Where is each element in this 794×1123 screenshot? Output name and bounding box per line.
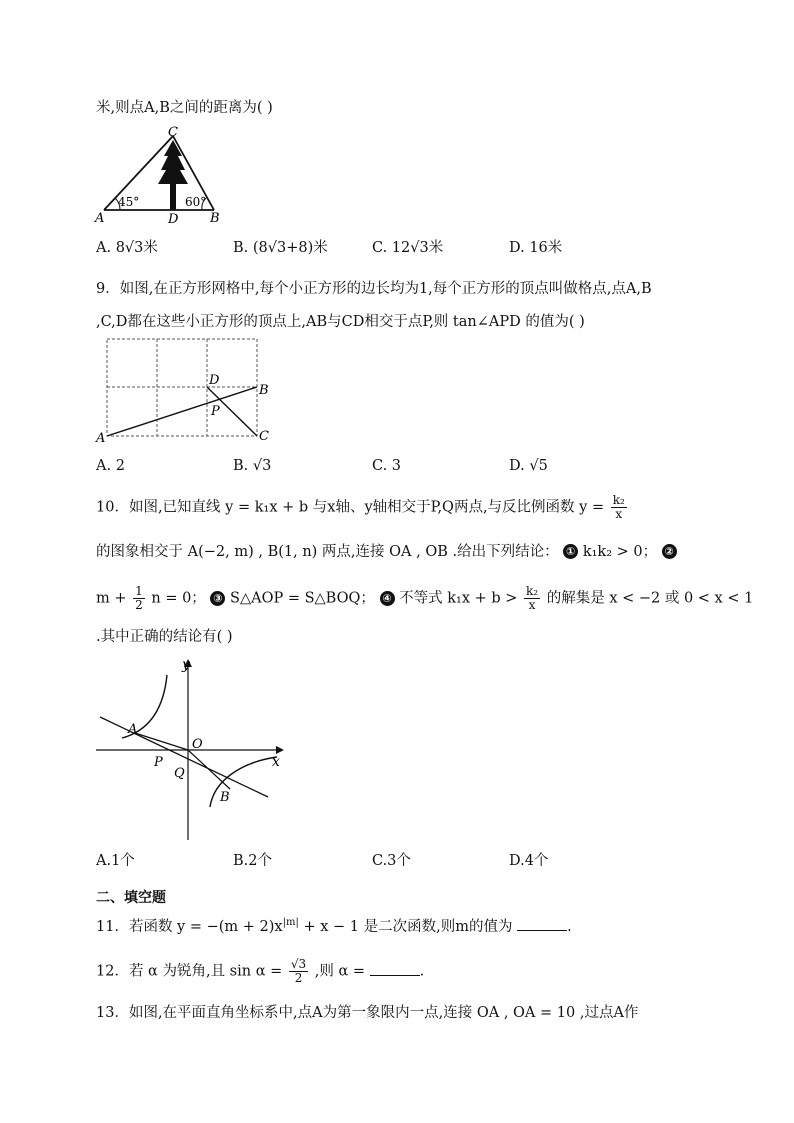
q10-frac-k2x: $\frac{\text{k₂}}{x}$ <box>612 493 625 521</box>
q9-figure <box>93 336 283 446</box>
q8-option-d[interactable]: D. 16米 <box>509 240 563 256</box>
q11-answer-blank[interactable] <box>517 916 567 931</box>
q10-label-o: O <box>192 737 203 752</box>
q9-label-d: D <box>209 373 220 388</box>
q8-options <box>96 237 696 259</box>
q10-option-d[interactable]: D.4个 <box>509 853 549 869</box>
q9-option-c[interactable]: C. 3 <box>372 458 402 474</box>
q10-option-b[interactable]: B.2个 <box>233 853 272 869</box>
q10-figure <box>92 655 292 845</box>
q8-option-c[interactable]: C. 12√3米 <box>372 240 444 256</box>
q10-line2 <box>96 542 677 562</box>
q10-option-c[interactable]: C.3个 <box>372 853 411 869</box>
q8-angle-45: 45° <box>118 195 140 209</box>
q8-label-d: D <box>168 212 179 227</box>
q9-options <box>96 455 696 477</box>
q10-line1 <box>96 494 629 521</box>
conclusion-2-marker: ② <box>662 544 677 559</box>
conclusion-1-text: k₁k₂ > 0； <box>582 544 658 560</box>
q10-label-q: Q <box>174 766 185 781</box>
q8-label-c: C <box>168 125 178 140</box>
q8-label-b: B <box>210 211 220 226</box>
q9-label-c: C <box>259 429 269 444</box>
q9-line1: 9．如图,在正方形网格中,每个小正方形的边长均为1,每个正方形的顶点叫做格点,点A,B <box>96 281 652 297</box>
q10-label-b: B <box>220 790 230 805</box>
q8-tail: 米,则点A,B之间的距离为( ) <box>96 100 273 116</box>
q8-label-a: A <box>95 211 105 226</box>
q9-line2: ,C,D都在这些小正方形的顶点上,AB与CD相交于点P,则 tan∠APD 的值为( ) <box>96 314 585 330</box>
q9-option-b[interactable]: B. √3 <box>233 458 272 474</box>
q8-option-b[interactable]: B. (8√3+8)米 <box>233 240 328 256</box>
q10-line3: m + $\frac{1}{2}$ n = 0； ③ S△AOP = S△BOQ； ④ 不等式 k₁x + b > $\frac{\text{k₂}}{x}$ 的解集是 x < −2 或 0 < x < 1 <box>96 584 754 612</box>
q10-label-a: A <box>128 722 138 737</box>
q10-options <box>96 850 696 872</box>
q10-label-x: x <box>272 754 280 770</box>
q9-label-b: B <box>259 383 269 398</box>
q10-option-a[interactable]: A.1个 <box>96 853 135 869</box>
section-fill-in-heading: 二、填空题 <box>96 890 166 906</box>
q10-line4: .其中正确的结论有( ) <box>96 629 233 645</box>
conclusion-1-marker: ① <box>563 544 578 559</box>
q9-label-a: A <box>96 431 106 446</box>
q8-option-a[interactable]: A. 8√3米 <box>96 240 158 256</box>
q10-frac-k2x-2: $\frac{\text{k₂}}{x}$ <box>526 584 539 612</box>
q8-angle-60: 60° <box>185 195 207 209</box>
q10-line2-text: 的图象相交于 A(−2, m) , B(1, n) 两点,连接 OA , OB .给出下列结论： <box>96 544 559 560</box>
q12-frac-sqrt3-2: $\frac{√3}{2}$ <box>290 957 307 985</box>
q12: 12．若 α 为锐角,且 sin α = $\frac{√3}{2}$ ,则 α = . <box>96 957 425 985</box>
q10-label-p: P <box>154 755 163 770</box>
conclusion-3-text: S△AOP = S△BOQ； <box>230 590 375 607</box>
q10-label-y: y <box>182 657 190 673</box>
q9-option-d[interactable]: D. √5 <box>509 458 548 474</box>
q9-label-p: P <box>211 404 220 419</box>
q9-option-a[interactable]: A. 2 <box>96 458 125 474</box>
q12-answer-blank[interactable] <box>370 961 420 976</box>
conclusion-3-marker: ③ <box>210 591 225 606</box>
conclusion-4-marker: ④ <box>380 591 395 606</box>
q11-exponent: |m| <box>282 917 299 928</box>
q10-frac-half: $\frac{1}{2}$ <box>135 584 143 612</box>
tree-icon <box>158 140 188 210</box>
q13-line1: 13．如图,在平面直角坐标系中,点A为第一象限内一点,连接 OA , OA = 10 ,过点A作 <box>96 1005 639 1021</box>
q10-line1-text: 10．如图,已知直线 y = k₁x + b 与x轴、y轴相交于P,Q两点,与反比例函数 y = <box>96 499 605 516</box>
q11: 11．若函数 $y = -(m + 2)x^{|m|} + x - 1$ 是二次函数,则m的值为 . <box>96 917 572 935</box>
q8-figure <box>90 122 230 228</box>
